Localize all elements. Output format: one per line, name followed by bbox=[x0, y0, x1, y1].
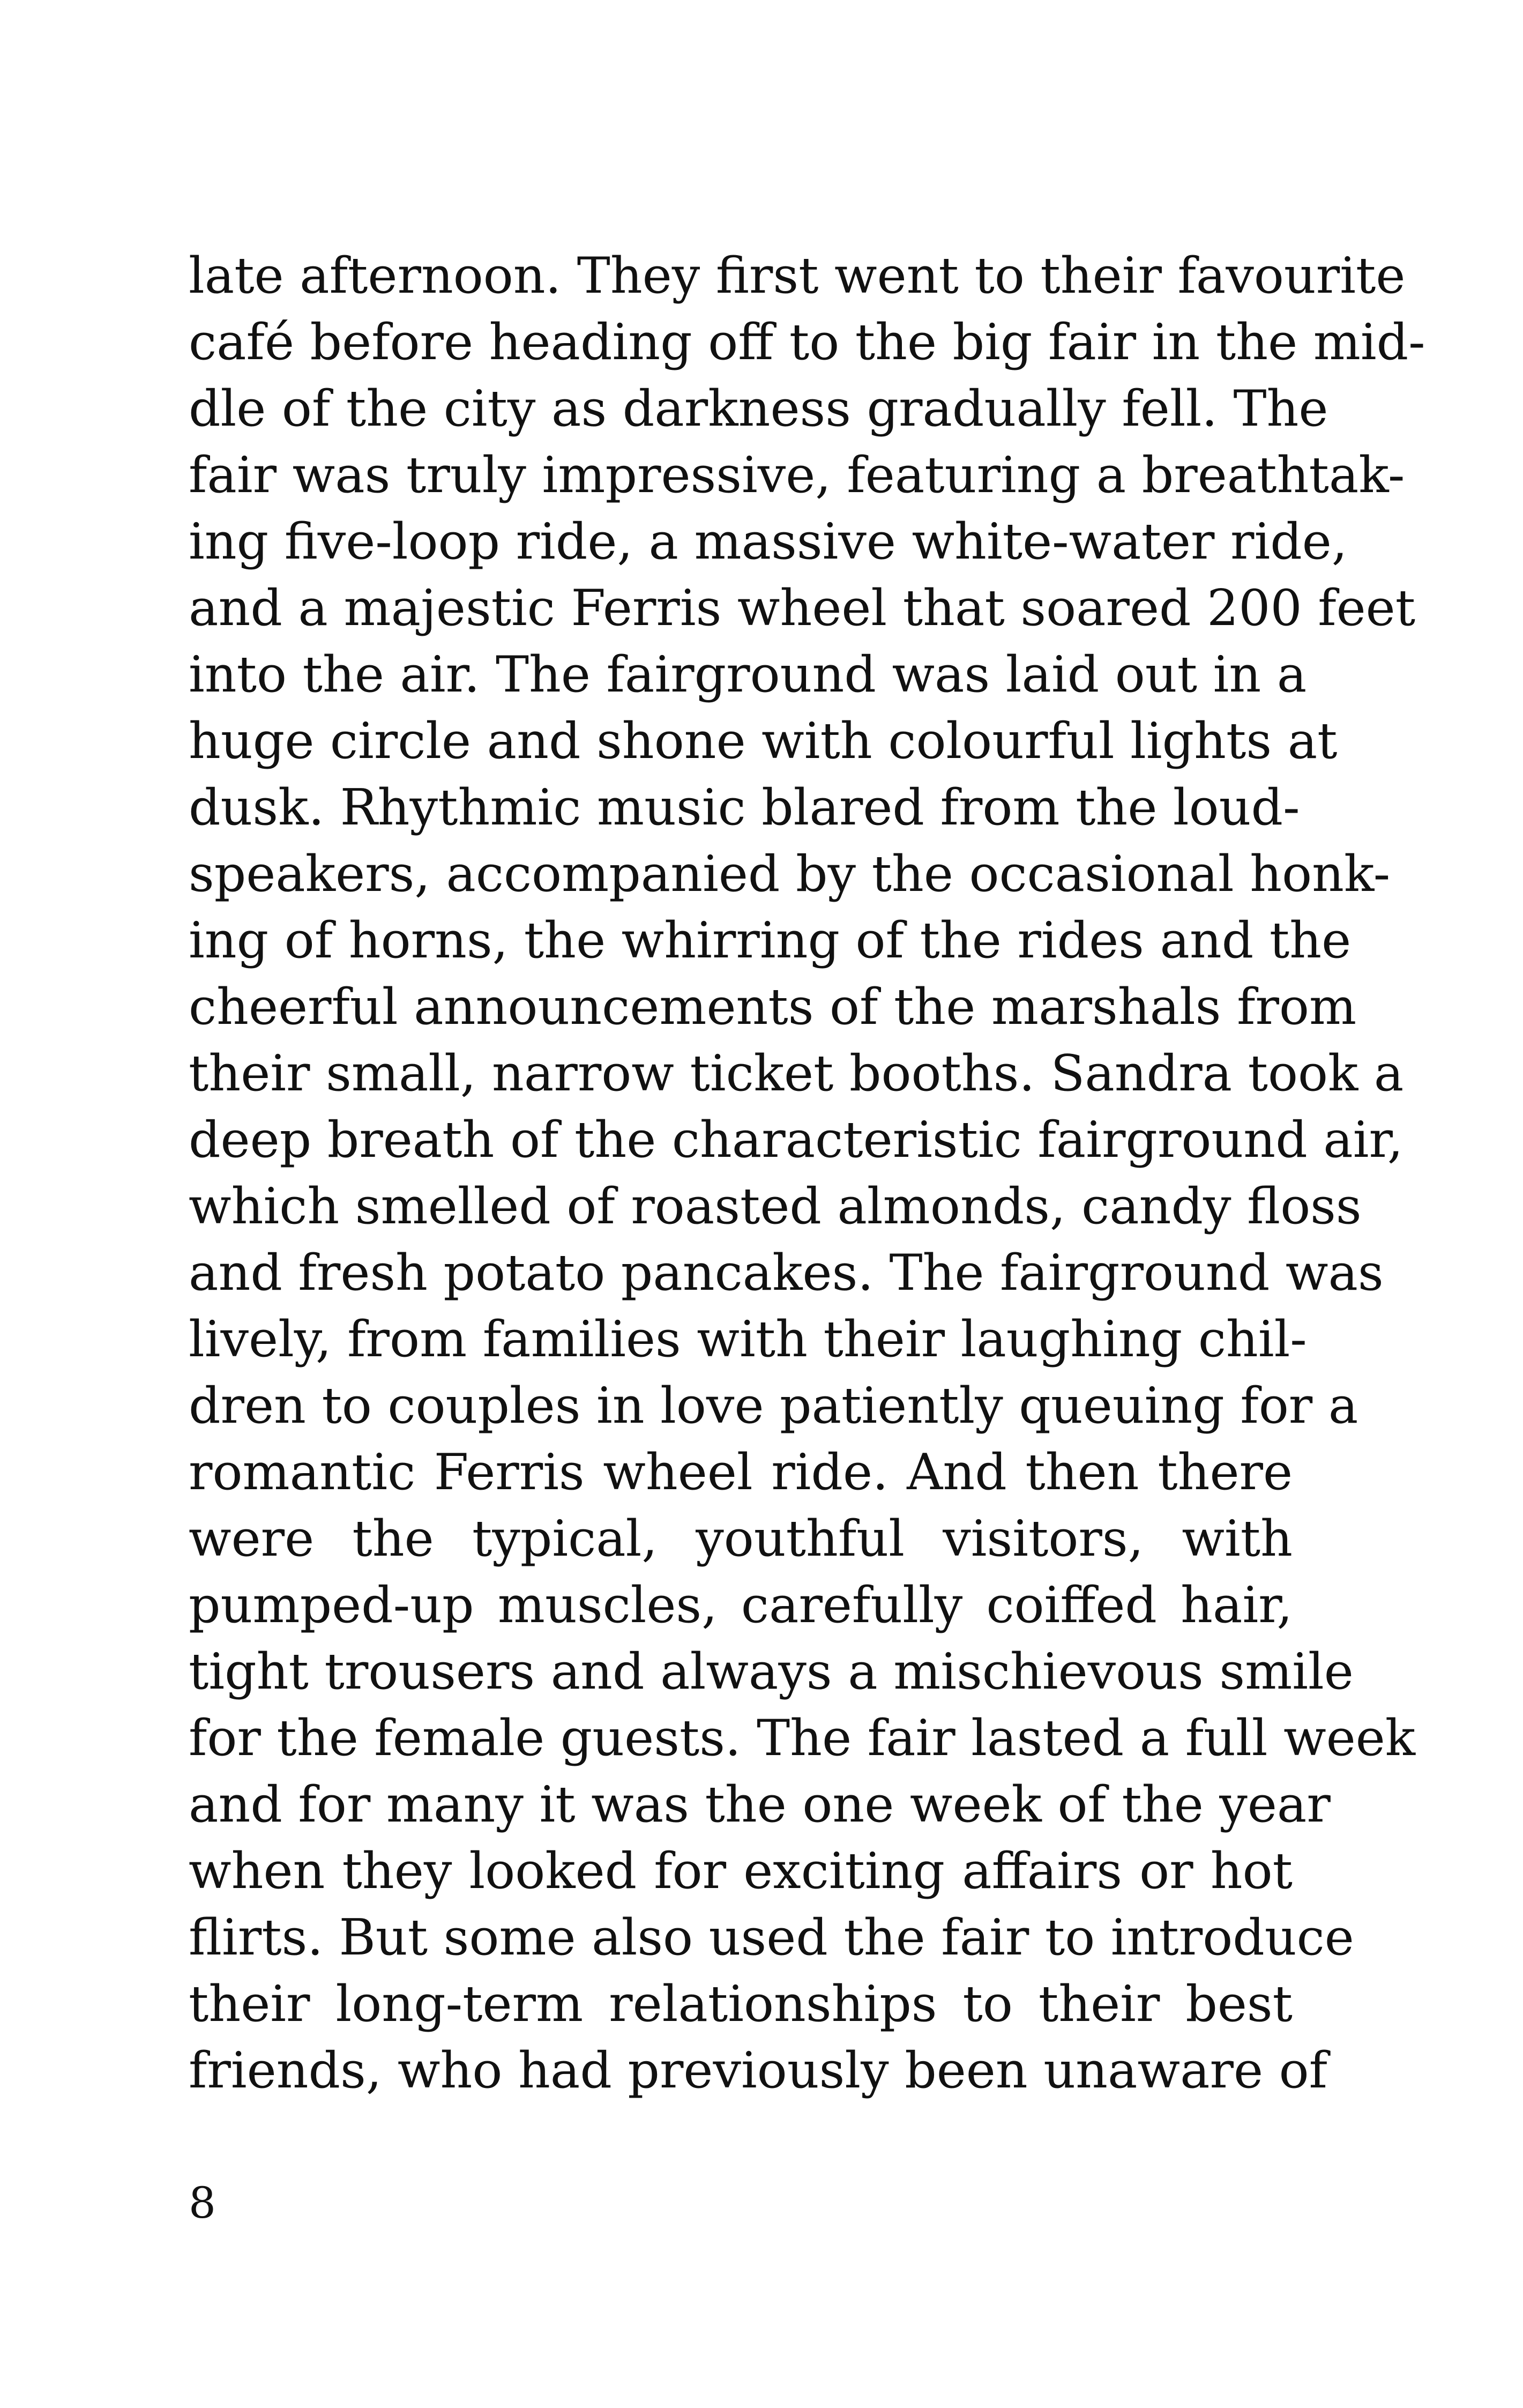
text-line: when they looked for exciting affairs or hot bbox=[189, 1842, 1293, 1900]
page-number: 8 bbox=[189, 2178, 216, 2228]
text-line: and for many it was the one week of the year bbox=[189, 1775, 1331, 1833]
text-line: flirts. But some also used the fair to introduce bbox=[189, 1908, 1354, 1966]
text-line: which smelled of roasted almonds, candy floss bbox=[189, 1177, 1362, 1235]
text-line: deep breath of the characteristic fairground air, bbox=[189, 1111, 1403, 1169]
text-line: were the typical, youthful visitors, with bbox=[189, 1510, 1293, 1567]
text-line: ing five-loop ride, a massive white-water ride, bbox=[189, 512, 1348, 570]
text-line: into the air. The fairground was laid out in a bbox=[189, 645, 1307, 703]
text-line: speakers, accompanied by the occasional honk- bbox=[189, 845, 1391, 903]
text-line: and a majestic Ferris wheel that soared 200 feet bbox=[189, 579, 1416, 637]
text-line: their long-term relationships to their best bbox=[189, 1975, 1293, 2033]
text-line: fair was truly impressive, featuring a breathtak- bbox=[189, 446, 1405, 504]
text-line: pumped-up muscles, carefully coiffed hair, bbox=[189, 1576, 1293, 1634]
text-line: café before heading off to the big fair in the mid- bbox=[189, 313, 1425, 371]
body-text bbox=[189, 242, 1425, 2104]
text-line: for the female guests. The fair lasted a full week bbox=[189, 1709, 1416, 1767]
text-line: huge circle and shone with colourful lights at bbox=[189, 712, 1338, 770]
text-line: their small, narrow ticket booths. Sandra took a bbox=[189, 1044, 1404, 1102]
text-line: friends, who had previously been unaware of bbox=[189, 2041, 1328, 2099]
text-line: cheerful announcements of the marshals from bbox=[189, 978, 1357, 1036]
text-line: dren to couples in love patiently queuing for a bbox=[189, 1377, 1358, 1435]
text-line: and fresh potato pancakes. The fairground was bbox=[189, 1244, 1384, 1302]
text-line: dle of the city as darkness gradually fell. The bbox=[189, 380, 1328, 437]
text-line: late afternoon. They first went to their favourite bbox=[189, 247, 1406, 304]
text-line: romantic Ferris wheel ride. And then there bbox=[189, 1443, 1293, 1501]
text-line: dusk. Rhythmic music blared from the loud- bbox=[189, 778, 1300, 836]
text-line: tight trousers and always a mischievous smile bbox=[189, 1643, 1354, 1700]
text-line: ing of horns, the whirring of the rides and the bbox=[189, 911, 1352, 969]
text-line: lively, from families with their laughing chil- bbox=[189, 1310, 1307, 1368]
